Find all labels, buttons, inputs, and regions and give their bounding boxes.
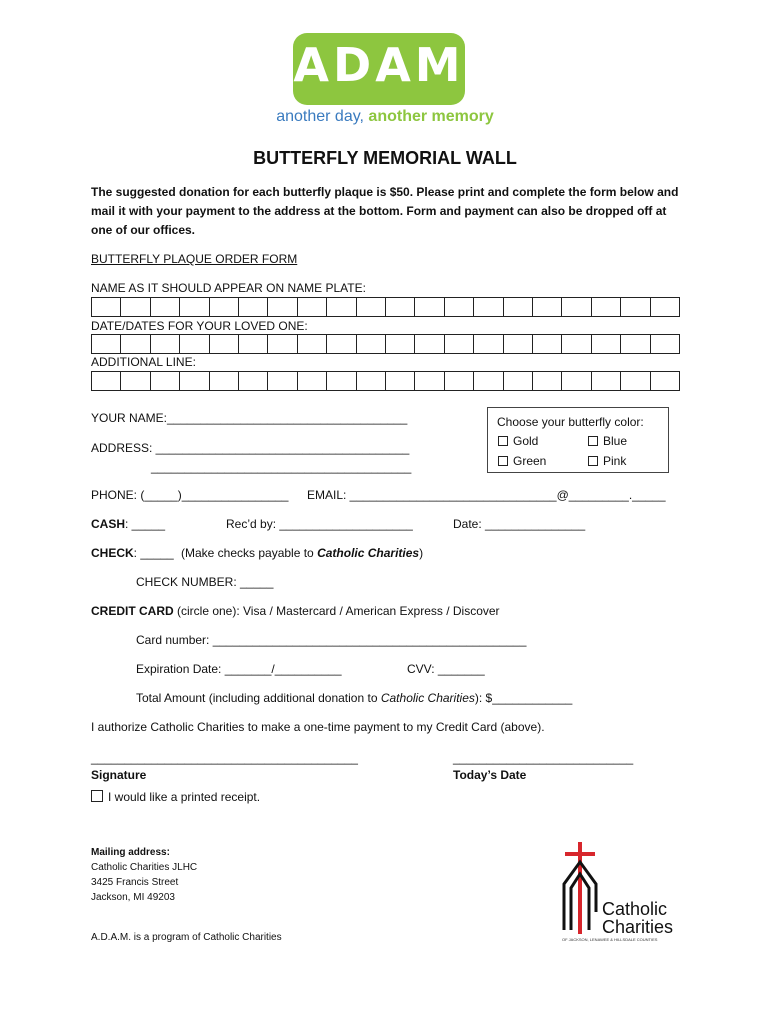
total-amount-field[interactable]: Total Amount (including additional donation to Catholic Charities): $____________ xyxy=(136,691,573,705)
letter-box[interactable] xyxy=(504,298,533,317)
letter-box[interactable] xyxy=(298,372,327,391)
name-plate-label: NAME AS IT SHOULD APPEAR ON NAME PLATE: xyxy=(91,281,366,295)
checkbox-icon xyxy=(588,456,598,466)
tagline-part1: another day, xyxy=(276,108,364,125)
letter-box[interactable] xyxy=(298,298,327,317)
cc-logo-subtitle: OF JACKSON, LENAWEE & HILLSDALE COUNTIES xyxy=(562,937,658,942)
letter-box[interactable] xyxy=(415,298,444,317)
letter-box[interactable] xyxy=(415,372,444,391)
dates-grid[interactable] xyxy=(91,334,680,354)
letter-box[interactable] xyxy=(92,372,121,391)
color-option-pink[interactable]: Pink xyxy=(588,454,626,468)
letter-box[interactable] xyxy=(180,298,209,317)
date-field[interactable]: Date: _______________ xyxy=(453,517,586,531)
letter-box[interactable] xyxy=(562,372,591,391)
letter-box[interactable] xyxy=(92,298,121,317)
card-number-field[interactable]: Card number: _______________________________________________ xyxy=(136,633,527,647)
cc-logo-line2: Charities xyxy=(602,917,674,937)
letter-box[interactable] xyxy=(327,372,356,391)
check-payable-note: (Make checks payable to Catholic Charities) xyxy=(181,546,424,560)
authorize-statement: I authorize Catholic Charities to make a one-time payment to my Credit Card (above). xyxy=(91,720,545,734)
mailing-address xyxy=(91,845,197,905)
color-option-gold[interactable]: Gold xyxy=(498,434,538,448)
adam-logo-letters: ADAM xyxy=(293,38,465,92)
letter-box[interactable] xyxy=(210,372,239,391)
checkbox-icon xyxy=(91,790,103,802)
additional-line-grid[interactable] xyxy=(91,371,680,391)
letter-box[interactable] xyxy=(239,335,268,354)
letter-box[interactable] xyxy=(474,372,503,391)
letter-box[interactable] xyxy=(239,372,268,391)
letter-box[interactable] xyxy=(180,372,209,391)
letter-box[interactable] xyxy=(621,372,650,391)
name-plate-grid[interactable] xyxy=(91,297,680,317)
check-number-field[interactable]: CHECK NUMBER: _____ xyxy=(136,575,274,589)
letter-box[interactable] xyxy=(386,298,415,317)
letter-box[interactable] xyxy=(445,372,474,391)
letter-box[interactable] xyxy=(504,372,533,391)
letter-box[interactable] xyxy=(562,298,591,317)
mailing-heading: Mailing address: xyxy=(91,847,170,858)
letter-box[interactable] xyxy=(474,298,503,317)
letter-box[interactable] xyxy=(327,298,356,317)
your-name-field[interactable]: YOUR NAME:____________________________________ xyxy=(91,411,408,425)
letter-box[interactable] xyxy=(651,372,680,391)
letter-box[interactable] xyxy=(268,335,297,354)
letter-box[interactable] xyxy=(268,298,297,317)
mailing-line1: Catholic Charities JLHC xyxy=(91,862,198,873)
letter-box[interactable] xyxy=(533,372,562,391)
signature-label: Signature xyxy=(91,768,147,782)
mailing-line2: 3425 Francis Street xyxy=(91,877,179,888)
letter-box[interactable] xyxy=(386,372,415,391)
printed-receipt-option[interactable]: I would like a printed receipt. xyxy=(91,790,260,804)
letter-box[interactable] xyxy=(357,335,386,354)
tagline-part2: another memory xyxy=(368,108,494,125)
letter-box[interactable] xyxy=(651,298,680,317)
letter-box[interactable] xyxy=(533,298,562,317)
color-option-blue[interactable]: Blue xyxy=(588,434,627,448)
letter-box[interactable] xyxy=(121,298,150,317)
email-field[interactable]: EMAIL: _______________________________@_________._____ xyxy=(307,488,666,502)
color-choice-title: Choose your butterfly color: xyxy=(497,415,644,429)
letter-box[interactable] xyxy=(121,372,150,391)
letter-box[interactable] xyxy=(121,335,150,354)
letter-box[interactable] xyxy=(298,335,327,354)
page-title: BUTTERFLY MEMORIAL WALL xyxy=(253,148,517,168)
letter-box[interactable] xyxy=(180,335,209,354)
todays-date-label: Today’s Date xyxy=(453,768,527,782)
credit-card-line[interactable]: CREDIT CARD (circle one): Visa / Mastercard / American Express / Discover xyxy=(91,604,500,618)
letter-box[interactable] xyxy=(621,298,650,317)
program-note: A.D.A.M. is a program of Catholic Charities xyxy=(91,932,282,943)
cc-logo-line1: Catholic xyxy=(602,899,668,919)
address-field-line2[interactable]: _______________________________________ xyxy=(151,460,412,474)
letter-box[interactable] xyxy=(415,335,444,354)
letter-box[interactable] xyxy=(592,372,621,391)
checkbox-icon xyxy=(498,436,508,446)
letter-box[interactable] xyxy=(533,335,562,354)
letter-box[interactable] xyxy=(474,335,503,354)
checkbox-icon xyxy=(498,456,508,466)
letter-box[interactable] xyxy=(210,298,239,317)
phone-field[interactable]: PHONE: (_____)________________ xyxy=(91,488,289,502)
letter-box[interactable] xyxy=(151,298,180,317)
cvv-field[interactable]: CVV: _______ xyxy=(407,662,485,676)
letter-box[interactable] xyxy=(268,372,297,391)
check-field[interactable]: CHECK: _____ xyxy=(91,546,174,560)
letter-box[interactable] xyxy=(504,335,533,354)
letter-box[interactable] xyxy=(651,335,680,354)
color-option-green[interactable]: Green xyxy=(498,454,546,468)
letter-box[interactable] xyxy=(386,335,415,354)
letter-box[interactable] xyxy=(592,298,621,317)
letter-box[interactable] xyxy=(210,335,239,354)
address-field-line1[interactable]: ADDRESS: ______________________________________ xyxy=(91,441,410,455)
form-heading: BUTTERFLY PLAQUE ORDER FORM xyxy=(91,252,298,266)
letter-box[interactable] xyxy=(357,298,386,317)
letter-box[interactable] xyxy=(445,298,474,317)
cash-field[interactable]: CASH: _____ xyxy=(91,517,166,531)
recd-by-field[interactable]: Rec’d by: ____________________ xyxy=(226,517,413,531)
catholic-charities-logo xyxy=(549,830,679,946)
letter-box[interactable] xyxy=(592,335,621,354)
letter-box[interactable] xyxy=(445,335,474,354)
letter-box[interactable] xyxy=(239,298,268,317)
letter-box[interactable] xyxy=(621,335,650,354)
intro-paragraph: The suggested donation for each butterfly plaque is $50. Please print and complete the form below and mail it with your payment to the address at the bottom. Form and payment can also be dropped off at one of our offices. xyxy=(91,185,679,237)
todays-date-line[interactable]: ___________________________ xyxy=(453,751,634,765)
expiration-field[interactable]: Expiration Date: _______/__________ xyxy=(136,662,342,676)
dates-label: DATE/DATES FOR YOUR LOVED ONE: xyxy=(91,319,308,333)
letter-box[interactable] xyxy=(92,335,121,354)
letter-box[interactable] xyxy=(357,372,386,391)
mailing-line3: Jackson, MI 49203 xyxy=(91,892,175,903)
letter-box[interactable] xyxy=(151,372,180,391)
letter-box[interactable] xyxy=(327,335,356,354)
adam-tagline xyxy=(240,108,530,126)
letter-box[interactable] xyxy=(562,335,591,354)
checkbox-icon xyxy=(588,436,598,446)
additional-line-label: ADDITIONAL LINE: xyxy=(91,355,196,369)
signature-line[interactable]: ________________________________________ xyxy=(91,751,358,765)
letter-box[interactable] xyxy=(151,335,180,354)
